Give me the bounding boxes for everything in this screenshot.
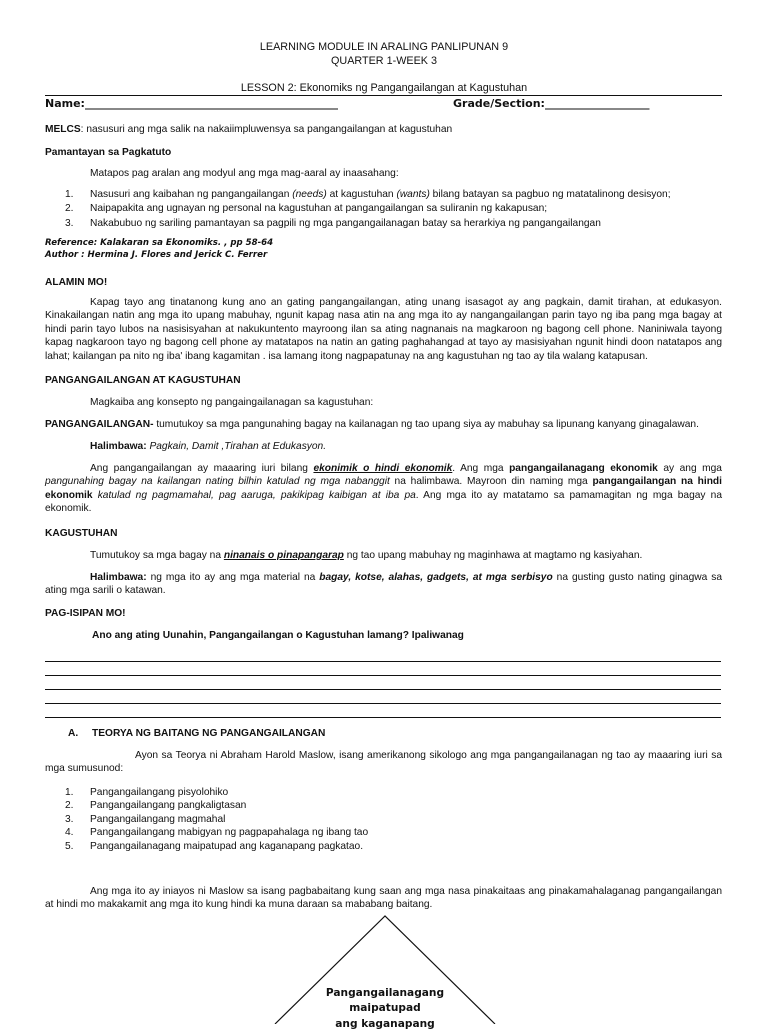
kagustuhan-heading: KAGUSTUHAN [45, 528, 118, 539]
list-item: 1. Nasusuri ang kaibahan ng pangangailangan (needs) at kagustuhan (wants) bilang batayan sa pagbuo ng matatalinong desisyon; [65, 189, 671, 200]
maslow-list [65, 786, 565, 853]
answer-line[interactable] [45, 675, 721, 676]
alamin-heading: ALAMIN MO! [45, 277, 108, 288]
pamantayan-intro: Matapos pag aralan ang modyul ang mga mag-aaral ay inaasahang: [90, 168, 399, 179]
melcs-line [45, 123, 452, 136]
pagisipan-question: Ano ang ating Uunahin, Pangangailangan o Kagustuhan lamang? Ipaliwanag [92, 630, 464, 641]
teorya-intro: Ayon sa Teorya ni Abraham Harold Maslow, isang amerikanong sikologo ang mga pangangailanagan ng tao ay maaaring iuri sa mga sumusunod: [45, 750, 722, 775]
pangangailangan-definition: PANGANGAILANGAN- tumutukoy sa mga pangunahing bagay na kailanagan ng tao upang siya ay mabuhay sa lipunang kanyang ginagalawan. [45, 419, 699, 430]
module-title: LEARNING MODULE IN ARALING PANLIPUNAN 9 [259, 41, 509, 53]
list-item: 3. Nakabubuo ng sariling pamantayan sa pagpili ng mga pangangailanagan batay sa herarkiya ng pangangailangan [65, 217, 601, 229]
pk-heading: PANGANGAILANGAN AT KAGUSTUHAN [45, 375, 241, 386]
quarter-label: QUARTER 1-WEEK 3 [331, 55, 437, 67]
maslow-closing: Ang mga ito ay iniayos ni Maslow sa isang pagbabaitang kung saan ang mga nasa pinakaitaas ang pinakamahalaganag pangangailangan at hindi mo makakamit ang mga ito kung hindi ka muna daraan sa mababang baitang. [45, 886, 722, 911]
alamin-paragraph: Kapag tayo ang tinatanong kung ano an gating pangangailangan, ating unang isasagot ay ang pagkain, damit tirahan, at edukasyon. Kinakailangan natin ang mga ito upang mabuhay, ngunit kapag nasa atin na ang mga ito ay nangangailangan parin tayo ng iba pang mga bagay at hindi parin tayo lubos na nasisisyahan at nakukuntento mayroong ilan sa ating nagnanais na magkaroon ng bagong cell phone. Naniniwala tayong kapag nagkaroon tayo ng bagong cell phone ay matatapos na natin an gating paghahangad at tayo ay masisiyahan ngunit hindi doon natatapos ang lahat; kailangan pa nito ng iba' ibang kagamitan . isa lamang itong nagpapatunay na ang kagustuhan ng tao ay tila walang katapusan. [45, 297, 722, 362]
teorya-letter: A. [68, 728, 79, 739]
list-item: 1. Pangangailangang pisyolohiko [65, 787, 229, 798]
pagisipan-heading: PAG-ISIPAN MO! [45, 608, 126, 619]
answer-line[interactable] [45, 703, 721, 704]
list-item: 2. Naipapakita ang ugnayan ng personal na kagustuhan at pangangailangan sa suliranin ng kakapusan; [65, 203, 548, 215]
answer-line[interactable] [45, 689, 721, 690]
pamantayan-heading: Pamantayan sa Pagkatuto [45, 147, 172, 158]
list-item: 3. Pangangailangang magmahal [65, 813, 226, 825]
list-item: 2. Pangangailangang pangkaligtasan [65, 800, 247, 812]
author-line: Author : Hermina J. Flores and Jerick C. Ferrer [45, 250, 268, 260]
answer-line[interactable] [45, 717, 721, 718]
list-item: 5. Pangangailanagang maipatupad ang kaganapang pagkatao. [65, 840, 364, 852]
reference-line: Reference: Kalakaran sa Ekonomiks. , pp 58-64 [45, 238, 274, 248]
lesson-title: LESSON 2: Ekonomiks ng Pangangailangan at Kagustuhan [240, 82, 528, 94]
kagustuhan-definition: Tumutukoy sa mga bagay na ninanais o pinapangarap ng tao upang mabuhay ng maginhawa at magtamo ng kasiyahan. [90, 550, 643, 561]
melcs-label: MELCS [45, 124, 81, 135]
grade-section-field[interactable]: Grade/Section:___________________ [453, 97, 650, 110]
ekonomik-paragraph: Ang pangangailangan ay maaaring iuri bilang ekonimik o hindi ekonomik. Ang mga pangangailanagang ekonomik ay ang mga pangunahing bagay na kailangan nating bilhin katulad ng mga nabanggit na halimbawa. Mayroon din naming mga pangangailangan na hindi ekonomik katulad ng pagmamahal, pag aaruga, pakikipag kaibigan at iba pa. Ang mga ito ay matatamo sa pamamagitan ng mga bagay na ekonomik. [45, 463, 722, 515]
melcs-text: : nasusuri ang mga salik na nakaiimpluwensya sa pangangailangan at kagustuhan [80, 124, 453, 135]
header-divider [45, 95, 722, 96]
list-item: 4. Pangangailangang mabigyan ng pagpapahalaga ng ibang tao [65, 827, 369, 839]
kagustuhan-example: Halimbawa: ng mga ito ay ang mga material na bagay, kotse, alahas, gadgets, at mga serbisyo na gusting gusto nating ginagwa sa ating mga sarili o katawan. [45, 572, 723, 597]
pamantayan-list [65, 188, 725, 230]
teorya-heading: TEORYA NG BAITANG NG PANGANGAILANGAN [92, 728, 326, 739]
pyramid-top-label: Pangangailanagang maipatupad ang kaganapang [325, 987, 445, 1030]
answer-line[interactable] [45, 661, 721, 662]
pk-intro: Magkaiba ang konsepto ng pangaingailanagan sa kagustuhan: [90, 397, 374, 408]
name-field[interactable]: Name:______________________________________________ [45, 97, 338, 110]
pangangailangan-example: Halimbawa: Pagkain, Damit ,Tirahan at Edukasyon. [90, 441, 327, 452]
